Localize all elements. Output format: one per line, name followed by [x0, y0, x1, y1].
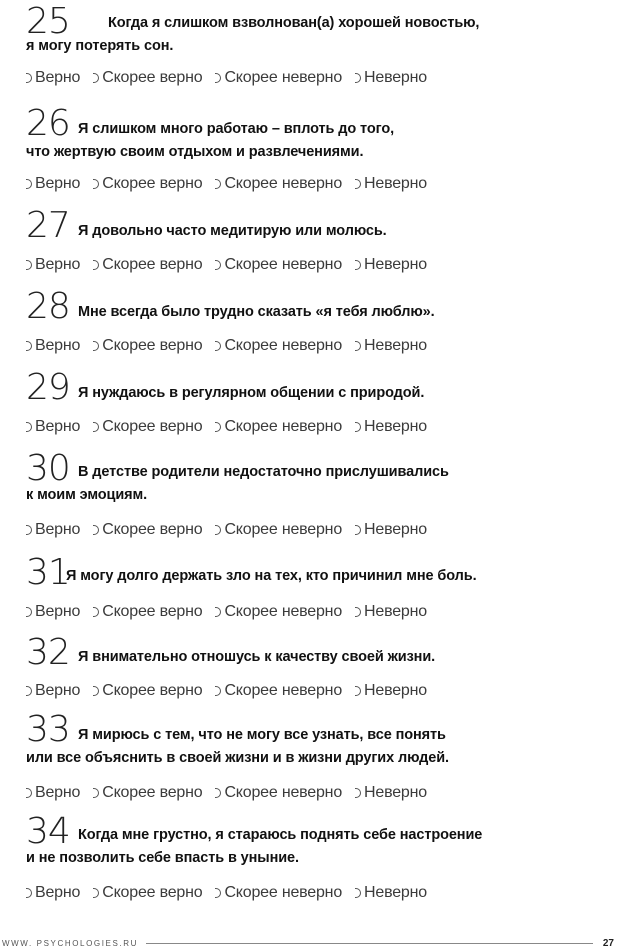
answer-option-label: Верно: [35, 69, 81, 86]
radio-circle-icon[interactable]: [93, 686, 99, 696]
question-number: 33: [26, 709, 70, 750]
answer-option[interactable]: [215, 256, 342, 274]
answer-options: [26, 418, 440, 436]
question-number: 31: [26, 552, 70, 593]
answer-option-label: Верно: [35, 418, 81, 435]
answer-option[interactable]: [215, 784, 342, 802]
answer-option[interactable]: [93, 69, 202, 87]
answer-option-label: Скорее верно: [102, 603, 203, 620]
answer-options: [26, 256, 440, 274]
radio-circle-icon[interactable]: [93, 73, 99, 83]
answer-option-label: Скорее неверно: [224, 418, 343, 435]
answer-option[interactable]: [93, 337, 202, 355]
answer-option-label: Неверно: [364, 784, 427, 801]
question-text: Мне всегда было трудно сказать «я тебя люблю».: [78, 304, 435, 320]
answer-option-label: Скорее неверно: [224, 69, 343, 86]
answer-option-label: Неверно: [364, 256, 427, 273]
answer-option[interactable]: [215, 337, 342, 355]
answer-option[interactable]: [215, 884, 342, 902]
answer-option-label: Скорее верно: [102, 69, 203, 86]
page-number: 27: [602, 937, 614, 949]
radio-circle-icon[interactable]: [93, 607, 99, 617]
answer-option[interactable]: [355, 256, 427, 274]
question-number: 27: [26, 205, 70, 246]
answer-option-label: Верно: [35, 256, 81, 273]
radio-circle-icon[interactable]: [93, 888, 99, 898]
question-text: Я слишком много работаю – вплоть до того, что жертвую своим отдыхом и развлечениями.: [26, 121, 395, 160]
question-text: Когда мне грустно, я стараюсь поднять себе настроение и не позволить себе впасть в уныние.: [26, 827, 483, 866]
answer-option-label: Скорее верно: [102, 337, 203, 354]
radio-circle-icon[interactable]: [355, 788, 361, 798]
radio-circle-icon[interactable]: [215, 422, 221, 432]
radio-circle-icon[interactable]: [355, 888, 361, 898]
answer-option[interactable]: [215, 418, 342, 436]
radio-circle-icon[interactable]: [215, 341, 221, 351]
answer-option[interactable]: [93, 256, 202, 274]
answer-option[interactable]: [355, 784, 427, 802]
answer-option[interactable]: [215, 603, 342, 621]
answer-option-label: Верно: [35, 521, 81, 538]
answer-option[interactable]: [215, 682, 342, 700]
answer-option[interactable]: [355, 521, 427, 539]
answer-option-label: Неверно: [364, 521, 427, 538]
answer-option[interactable]: [26, 521, 80, 539]
answer-option[interactable]: [26, 784, 80, 802]
answer-option-label: Верно: [35, 175, 81, 192]
answer-option-label: Скорее верно: [102, 418, 203, 435]
radio-circle-icon[interactable]: [215, 525, 221, 535]
answer-option[interactable]: [93, 682, 202, 700]
question-number: 32: [26, 632, 70, 673]
answer-option[interactable]: [93, 603, 202, 621]
answer-option-label: Скорее неверно: [224, 256, 343, 273]
answer-option[interactable]: [93, 418, 202, 436]
answer-option-label: Верно: [35, 884, 81, 901]
answer-options: [26, 175, 440, 193]
radio-circle-icon[interactable]: [93, 422, 99, 432]
answer-option[interactable]: [355, 418, 427, 436]
radio-circle-icon[interactable]: [355, 607, 361, 617]
answer-option[interactable]: [355, 175, 427, 193]
radio-circle-icon[interactable]: [355, 422, 361, 432]
radio-circle-icon[interactable]: [93, 788, 99, 798]
answer-option-label: Скорее неверно: [224, 175, 343, 192]
answer-option[interactable]: [26, 69, 80, 87]
answer-option[interactable]: [93, 175, 202, 193]
radio-circle-icon[interactable]: [26, 260, 32, 270]
question-number: 29: [26, 367, 70, 408]
answer-option[interactable]: [93, 784, 202, 802]
answer-option-label: Неверно: [364, 682, 427, 699]
answer-option-label: Верно: [35, 337, 81, 354]
radio-circle-icon[interactable]: [93, 179, 99, 189]
answer-option[interactable]: [355, 69, 427, 87]
answer-option-label: Неверно: [364, 337, 427, 354]
radio-circle-icon[interactable]: [355, 525, 361, 535]
answer-option-label: Неверно: [364, 69, 427, 86]
question-text: Я довольно часто медитирую или молюсь.: [78, 223, 387, 239]
answer-option-label: Скорее неверно: [224, 521, 343, 538]
answer-options: [26, 784, 440, 802]
radio-circle-icon[interactable]: [215, 788, 221, 798]
question-number: 26: [26, 103, 70, 144]
answer-options: [26, 682, 440, 700]
question-text: Когда я слишком взволнован(а) хорошей новостью, я могу потерять сон.: [26, 15, 480, 54]
question-number: 28: [26, 286, 70, 327]
radio-circle-icon[interactable]: [215, 260, 221, 270]
answer-option[interactable]: [215, 521, 342, 539]
answer-option[interactable]: [26, 175, 80, 193]
answer-option[interactable]: [93, 521, 202, 539]
answer-option[interactable]: [26, 418, 80, 436]
answer-option-label: Скорее неверно: [224, 603, 343, 620]
site-url: WWW. PSYCHOLOGIES.RU: [2, 938, 139, 948]
radio-circle-icon[interactable]: [355, 686, 361, 696]
answer-option-label: Неверно: [364, 884, 427, 901]
radio-circle-icon[interactable]: [26, 341, 32, 351]
answer-option[interactable]: [355, 884, 427, 902]
answer-option-label: Верно: [35, 603, 81, 620]
answer-option[interactable]: [355, 682, 427, 700]
answer-option[interactable]: [93, 884, 202, 902]
radio-circle-icon[interactable]: [26, 525, 32, 535]
answer-option-label: Скорее верно: [102, 256, 203, 273]
answer-option-label: Скорее верно: [102, 784, 203, 801]
question-text: Я мирюсь с тем, что не могу все узнать, все понять или все объяснить в своей жизни и в жизни других людей.: [26, 727, 449, 766]
radio-circle-icon[interactable]: [93, 260, 99, 270]
answer-option-label: Скорее верно: [102, 521, 203, 538]
answer-option-label: Скорее верно: [102, 682, 203, 699]
radio-circle-icon[interactable]: [26, 422, 32, 432]
radio-circle-icon[interactable]: [26, 888, 32, 898]
answer-option[interactable]: [26, 682, 80, 700]
radio-circle-icon[interactable]: [26, 686, 32, 696]
answer-option[interactable]: [355, 603, 427, 621]
answer-option-label: Скорее верно: [102, 175, 203, 192]
radio-circle-icon[interactable]: [26, 73, 32, 83]
radio-circle-icon[interactable]: [355, 73, 361, 83]
answer-option-label: Неверно: [364, 603, 427, 620]
answer-option-label: Скорее верно: [102, 884, 203, 901]
answer-option-label: Скорее неверно: [224, 337, 343, 354]
answer-option-label: Скорее неверно: [224, 682, 343, 699]
question-number: 25: [26, 1, 70, 42]
answer-option[interactable]: [26, 603, 80, 621]
question-text: Я могу долго держать зло на тех, кто причинил мне боль.: [66, 568, 477, 584]
radio-circle-icon[interactable]: [355, 179, 361, 189]
radio-circle-icon[interactable]: [215, 607, 221, 617]
answer-options: [26, 521, 440, 539]
question-text: В детстве родители недостаточно прислушивались к моим эмоциям.: [26, 464, 449, 503]
radio-circle-icon[interactable]: [215, 179, 221, 189]
radio-circle-icon[interactable]: [93, 525, 99, 535]
radio-circle-icon[interactable]: [93, 341, 99, 351]
answer-option[interactable]: [355, 337, 427, 355]
radio-circle-icon[interactable]: [355, 341, 361, 351]
radio-circle-icon[interactable]: [215, 73, 221, 83]
answer-option-label: Скорее неверно: [224, 784, 343, 801]
question-number: 30: [26, 448, 70, 489]
footer-rule: [146, 943, 593, 944]
question-text: Я внимательно отношусь к качеству своей жизни.: [78, 649, 436, 665]
answer-options: [26, 603, 440, 621]
radio-circle-icon[interactable]: [215, 686, 221, 696]
question-text: Я нуждаюсь в регулярном общении с природой.: [78, 385, 425, 401]
page-footer: [0, 936, 620, 950]
question-number: 34: [26, 811, 70, 852]
answer-option-label: Неверно: [364, 175, 427, 192]
answer-option-label: Верно: [35, 682, 81, 699]
answer-option-label: Скорее неверно: [224, 884, 343, 901]
answer-option-label: Верно: [35, 784, 81, 801]
answer-option-label: Неверно: [364, 418, 427, 435]
radio-circle-icon[interactable]: [355, 260, 361, 270]
answer-option[interactable]: [26, 337, 80, 355]
answer-option[interactable]: [215, 69, 342, 87]
answer-options: [26, 337, 440, 355]
radio-circle-icon[interactable]: [26, 788, 32, 798]
answer-options: [26, 69, 440, 87]
answer-option[interactable]: [26, 884, 80, 902]
radio-circle-icon[interactable]: [26, 179, 32, 189]
answer-option[interactable]: [215, 175, 342, 193]
radio-circle-icon[interactable]: [215, 888, 221, 898]
answer-options: [26, 884, 440, 902]
radio-circle-icon[interactable]: [26, 607, 32, 617]
answer-option[interactable]: [26, 256, 80, 274]
